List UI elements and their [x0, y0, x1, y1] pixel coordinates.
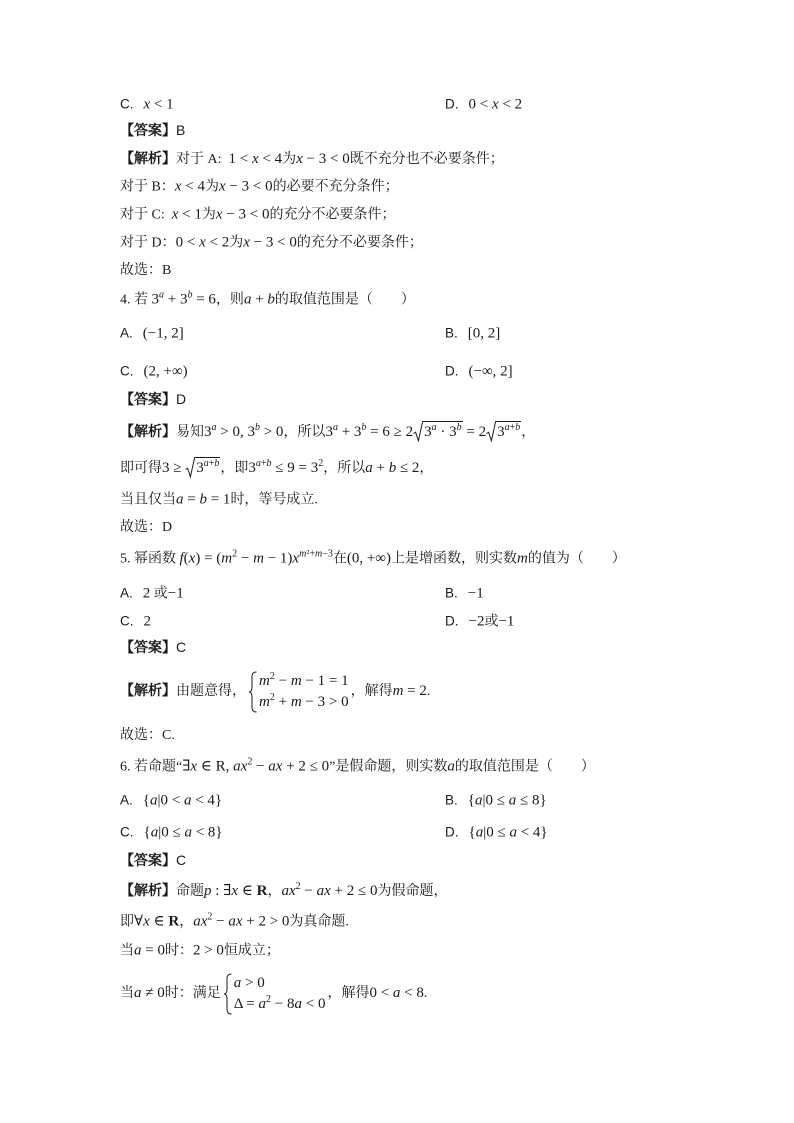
math-expression: {a|0 ≤ a < 4} [468, 824, 548, 841]
math-expression: − ax + 2 > 0 [212, 913, 290, 930]
text-run: 即 [120, 914, 134, 930]
answer-tag: 【答案】 [120, 122, 176, 138]
superscript: a [431, 422, 437, 433]
text-run: 上是增函数，则实数 [391, 551, 517, 567]
option-content [144, 365, 188, 380]
text-run: 易知 [176, 425, 204, 440]
superscript: 2 [318, 458, 324, 469]
radical-sign [185, 457, 195, 478]
text-run: 为 [229, 235, 244, 251]
analysis-line [120, 880, 447, 902]
math-expression: x − 3 < 0 [296, 151, 350, 167]
math-expression: a + b [243, 291, 275, 308]
math-expression: x < 1 [143, 96, 174, 113]
text-run: 当 [120, 943, 134, 959]
math-expression: 3 [325, 424, 333, 440]
option-label: A. [120, 585, 133, 601]
analysis-tag: 【解析】 [120, 682, 176, 699]
math-expression: 0 < a < 8 [369, 985, 424, 1002]
text-run: 为 [282, 152, 297, 167]
math-expression: 3 [248, 460, 256, 476]
superscript: 2 [232, 548, 238, 560]
text-run: 为假命题， [377, 884, 448, 899]
math-expression: a [447, 758, 455, 775]
option-a [120, 324, 184, 345]
option-content [143, 587, 184, 602]
text-run: ，解得 [350, 684, 393, 700]
superscript: b [254, 422, 260, 433]
answer-value: C [176, 639, 187, 655]
analysis-line [120, 912, 349, 933]
math-expression: 0 < x < 2 [468, 96, 523, 113]
superscript: a+b [255, 458, 272, 469]
text-run: 命题 [176, 884, 204, 899]
math-expression: 3 [497, 424, 505, 440]
math-expression: {a|0 < a < 4} [142, 792, 223, 809]
math-expression: − 8a < 0 [271, 996, 326, 1012]
math-expression: x − 3 < 0 [215, 206, 270, 223]
question-5-stem [120, 549, 626, 570]
math-expression: + 3 [337, 424, 362, 440]
analysis-text [176, 152, 504, 167]
text-run: 在 [332, 551, 347, 567]
option-a [120, 791, 222, 812]
text-run: 或 [150, 586, 168, 602]
math-expression: > 0 [259, 424, 284, 440]
option-content [469, 98, 523, 113]
answer-value: B [176, 122, 186, 138]
math-expression: {a|0 ≤ a ≤ 8} [467, 792, 547, 809]
conclusion-line [120, 261, 171, 281]
text-run: ， [419, 461, 434, 476]
math-expression: (−∞, 2] [468, 363, 513, 380]
option-label: B. [445, 585, 458, 601]
text-run: . [423, 986, 428, 1002]
analysis-line [120, 177, 399, 198]
answer-line [120, 120, 185, 142]
option-d [445, 612, 514, 633]
option-d [445, 95, 522, 116]
math-expression: −1 [467, 585, 484, 602]
math-expression: 0 < x < 2 [175, 234, 230, 251]
text-run: ，所以 [283, 425, 326, 440]
option-label: C. [120, 96, 134, 112]
equation-rows [257, 671, 349, 713]
analysis-text [176, 422, 536, 440]
option-c [120, 823, 223, 844]
text-run: 时，等号成立. [230, 492, 318, 508]
math-expression: (0, +∞) [346, 550, 391, 567]
text-run: ，解得 [327, 986, 370, 1002]
math-expression: 2 [142, 585, 151, 602]
math-expression: 1 < x < 4 [228, 151, 283, 167]
superscript: 2 [207, 911, 213, 923]
math-expression: 3 [204, 424, 212, 440]
text-run: 当且仅当 [120, 492, 176, 508]
text-run: 时：满足 [164, 986, 221, 1002]
option-content [143, 327, 184, 342]
set-symbol: R [256, 883, 268, 899]
radicand [195, 457, 220, 478]
math-expression: ∀x ∈ [134, 913, 169, 930]
option-label: C. [120, 613, 134, 629]
text-run: 4. 若 [120, 292, 152, 308]
math-expression: a = b = 1 [176, 491, 231, 508]
analysis-text [176, 881, 448, 899]
answer-line [120, 637, 186, 659]
math-expression: = 6 [192, 291, 216, 308]
equation-system [248, 671, 349, 713]
analysis-tag: 【解析】 [120, 423, 176, 439]
math-expression: · 3 [436, 424, 457, 440]
analysis-line [120, 973, 427, 1015]
math-expression: 3 [151, 291, 159, 308]
square-root [413, 421, 463, 443]
option-content [143, 794, 222, 809]
conclusion-text: 故选：B [120, 263, 172, 278]
equation-row [234, 973, 326, 994]
set-symbol: R [215, 758, 226, 775]
superscript: b [361, 422, 367, 433]
superscript: b [187, 289, 193, 301]
answer-tag: 【答案】 [120, 391, 176, 407]
equation-rows [232, 973, 326, 1015]
math-expression: a ≠ 0 [134, 985, 165, 1002]
math-expression: [0, 2] [467, 325, 501, 342]
text-run: 对于 D： [120, 235, 176, 251]
math-expression: > 0, 3 [216, 424, 255, 440]
option-content [144, 615, 152, 630]
math-expression: −2 [468, 613, 485, 630]
math-expression: p : ∃x ∈ [204, 883, 257, 899]
option-content [468, 794, 547, 809]
analysis-line [120, 148, 504, 170]
math-expression: + 3 [164, 291, 188, 308]
superscript: 2 [295, 881, 301, 892]
option-content [469, 615, 515, 630]
math-expression: f(x) = (m [179, 550, 233, 567]
text-run: ，所以 [323, 461, 366, 476]
question-4-stem [120, 290, 415, 311]
superscript: b [456, 422, 462, 433]
math-expression: ax [193, 913, 208, 930]
equation-row [259, 692, 349, 713]
superscript: a [211, 422, 217, 433]
left-brace [223, 973, 232, 1015]
answer-tag: 【答案】 [120, 852, 176, 868]
math-expression: − ax + 2 ≤ 0 [300, 883, 378, 899]
option-label: D. [445, 824, 459, 840]
answer-value: C [176, 852, 187, 868]
option-c [120, 362, 188, 383]
analysis-text [176, 671, 431, 710]
text-run: 5. 幂函数 [120, 551, 180, 567]
analysis-line [120, 671, 430, 713]
text-run: ， [267, 884, 282, 899]
text-run: 的必要不充分条件； [272, 179, 399, 195]
superscript: 2 [269, 692, 275, 703]
text-run: 由题意得， [176, 684, 246, 700]
text-run: 6. 若命题“ [120, 759, 183, 775]
math-expression: , ax [225, 758, 248, 775]
text-run: ”是假命题，则实数 [329, 759, 448, 775]
text-run: 为 [201, 207, 216, 223]
math-expression: m [517, 550, 528, 567]
option-content [468, 327, 501, 342]
option-d [445, 362, 513, 383]
option-c [120, 95, 174, 116]
option-label: C. [120, 363, 134, 379]
radicand [423, 421, 463, 442]
text-run: ， [179, 914, 194, 930]
math-expression: ax [281, 883, 296, 899]
math-expression: 3 [424, 424, 432, 440]
text-run: 当 [120, 986, 134, 1002]
option-a [120, 584, 184, 605]
text-run: 对于 B： [120, 179, 175, 195]
analysis-line [120, 941, 280, 962]
option-content [469, 365, 513, 380]
analysis-line [120, 457, 433, 479]
math-expression: x − 3 < 0 [218, 178, 273, 195]
option-content [144, 826, 223, 841]
text-run: 为真命题. [289, 914, 349, 930]
math-expression: + m − 3 > 0 [274, 694, 349, 710]
left-brace [248, 671, 257, 713]
text-run: 时： [164, 943, 193, 959]
option-label: A. [120, 325, 133, 341]
text-run: 的取值范围是（ ） [274, 292, 415, 308]
math-expression: − m − 1 = 1 [274, 673, 349, 689]
text-run: 为 [204, 179, 219, 195]
math-expression: ≤ 9 = 3 [271, 460, 319, 476]
analysis-tag: 【解析】 [120, 150, 176, 166]
option-label: A. [120, 792, 133, 808]
math-expression: x − 3 < 0 [243, 234, 297, 251]
radical-sign [413, 421, 423, 442]
conclusion-text: 故选：D [120, 520, 173, 535]
option-label: C. [120, 824, 134, 840]
math-expression: m [259, 673, 270, 689]
text-run: 或 [484, 614, 499, 630]
superscript: m²+m−3 [299, 548, 333, 560]
text-run: ，即 [220, 461, 249, 476]
option-content [469, 826, 548, 841]
math-expression: − ax + 2 ≤ 0 [252, 758, 330, 775]
math-expression: m [259, 694, 270, 710]
conclusion-line [120, 518, 172, 538]
answer-line [120, 850, 186, 872]
math-expression: ∃x ∈ [182, 758, 216, 775]
text-run: 的值为（ ） [527, 551, 626, 567]
radicand [496, 421, 521, 442]
conclusion-text: 故选：C. [120, 728, 175, 743]
text-run: 即可得 [120, 461, 162, 476]
answer-value: D [176, 391, 187, 407]
math-expression: −1 [498, 613, 515, 630]
math-expression: 3 [196, 460, 204, 476]
analysis-line [120, 205, 395, 226]
option-label: D. [445, 613, 459, 629]
superscript: a+b [504, 422, 521, 433]
math-expression: −1 [167, 585, 184, 602]
math-expression: a + b ≤ 2 [365, 460, 420, 476]
text-run: ， [521, 425, 536, 440]
option-content [468, 587, 484, 602]
radical-sign [486, 421, 496, 442]
equation-row [234, 994, 326, 1015]
math-expression: 2 [143, 613, 151, 630]
text-run: 既不充分也不必要条件； [349, 152, 504, 167]
math-expression: Δ = a [233, 996, 267, 1012]
option-content [144, 98, 174, 113]
text-run: 对于 A: [176, 152, 229, 167]
option-label: D. [445, 96, 459, 112]
option-b [445, 791, 547, 812]
superscript: 2 [269, 671, 275, 682]
text-run: 的充分不必要条件； [269, 207, 396, 223]
equation-row [259, 671, 349, 692]
analysis-line [120, 421, 535, 443]
math-expression: a = 0 [134, 942, 165, 959]
analysis-tag: 【解析】 [120, 882, 176, 898]
math-expression: x < 4 [174, 178, 205, 195]
option-label: B. [445, 792, 458, 808]
superscript: 2 [247, 756, 253, 768]
option-b [445, 584, 484, 605]
set-symbol: R [168, 913, 180, 930]
option-d [445, 823, 548, 844]
answer-line [120, 389, 186, 411]
superscript: a+b [203, 458, 220, 469]
option-label: D. [445, 363, 459, 379]
option-label: B. [445, 325, 458, 341]
text-run: ，则 [215, 292, 244, 308]
analysis-line [120, 490, 318, 511]
equation-system [223, 973, 326, 1015]
math-expression: (2, +∞) [143, 363, 188, 380]
math-expression: m = 2 [392, 683, 427, 700]
square-root [486, 421, 521, 443]
question-6-stem [120, 757, 595, 778]
math-expression: a > 0 [233, 975, 265, 991]
superscript: a [159, 289, 164, 301]
math-expression: 3 ≥ [162, 460, 186, 476]
math-expression: 2 > 0 [192, 942, 224, 959]
text-run: 对于 C: [120, 207, 172, 223]
math-expression: {a|0 ≤ a < 8} [143, 824, 223, 841]
analysis-line [120, 233, 423, 254]
text-run: 的充分不必要条件； [296, 235, 423, 251]
square-root [185, 457, 220, 479]
superscript: 2 [266, 994, 272, 1005]
answer-tag: 【答案】 [120, 639, 176, 655]
math-expression: − m − 1)x [237, 550, 300, 567]
math-expression: = 2 [462, 424, 487, 440]
conclusion-line [120, 726, 175, 746]
math-expression: x < 1 [171, 206, 202, 223]
option-b [445, 324, 500, 345]
math-expression: = 6 ≥ 2 [366, 424, 414, 440]
option-c [120, 612, 151, 633]
text-run: . [426, 684, 431, 700]
superscript: a [332, 422, 338, 433]
text-run: 恒成立； [223, 943, 280, 959]
text-run: 的取值范围是（ ） [454, 759, 595, 775]
math-expression: (−1, 2] [142, 325, 184, 342]
